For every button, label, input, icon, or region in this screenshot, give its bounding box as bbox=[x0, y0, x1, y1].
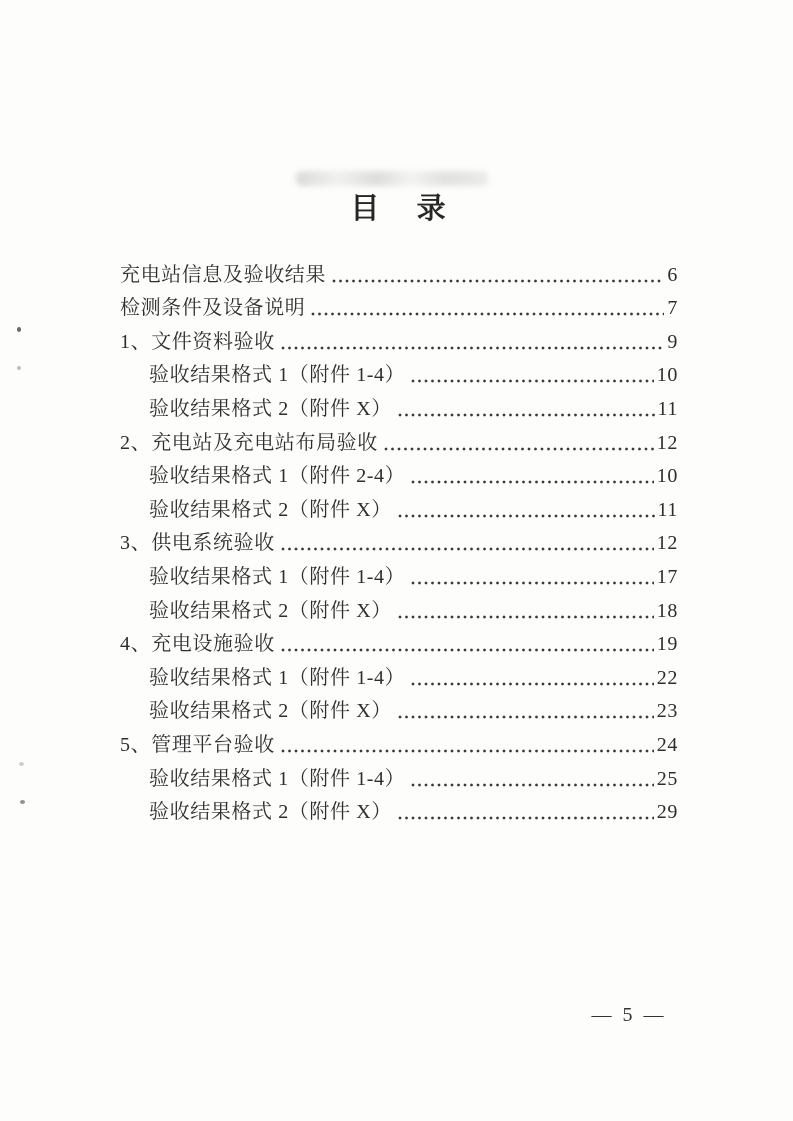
dot-leader bbox=[411, 783, 654, 787]
toc-list bbox=[120, 256, 678, 827]
page-number-footer: — 5 — bbox=[591, 1004, 667, 1026]
scan-speck bbox=[17, 366, 21, 370]
toc-entry-page: 10 bbox=[656, 364, 678, 387]
toc-entry-label: 4、充电设施验收 bbox=[120, 633, 275, 656]
toc-entry bbox=[120, 794, 678, 828]
toc-entry bbox=[120, 659, 678, 693]
dot-leader bbox=[411, 379, 654, 383]
scan-speck bbox=[20, 800, 25, 804]
toc-entry-page: 18 bbox=[656, 599, 678, 622]
toc-entry-label: 充电站信息及验收结果 bbox=[120, 263, 326, 286]
toc-entry-page: 24 bbox=[656, 733, 678, 756]
toc-entry bbox=[120, 491, 678, 525]
toc-entry bbox=[120, 760, 678, 794]
toc-entry-label: 验收结果格式 2（附件 X） bbox=[149, 498, 392, 521]
toc-entry-page: 10 bbox=[656, 465, 678, 488]
dot-leader bbox=[281, 346, 665, 350]
dot-leader bbox=[384, 447, 654, 451]
toc-entry bbox=[120, 424, 678, 458]
toc-entry bbox=[120, 592, 678, 626]
toc-entry-page: 17 bbox=[656, 565, 678, 588]
toc-entry-page: 25 bbox=[656, 767, 678, 790]
toc-entry-label: 2、充电站及充电站布局验收 bbox=[120, 431, 378, 454]
dot-leader bbox=[411, 682, 654, 686]
toc-entry-label: 验收结果格式 1（附件 2-4） bbox=[149, 465, 406, 488]
dot-leader bbox=[281, 749, 654, 753]
toc-entry-page: 7 bbox=[667, 297, 678, 320]
toc-entry-label: 5、管理平台验收 bbox=[120, 733, 275, 756]
toc-entry-label: 验收结果格式 1（附件 1-4） bbox=[149, 767, 406, 790]
toc-entry-page: 12 bbox=[656, 532, 678, 555]
dot-leader bbox=[398, 413, 655, 417]
toc-entry-page: 12 bbox=[656, 431, 678, 454]
toc-entry-page: 11 bbox=[657, 498, 678, 521]
toc-entry-label: 验收结果格式 1（附件 1-4） bbox=[149, 565, 406, 588]
toc-entry bbox=[120, 458, 678, 492]
toc-entry-label: 验收结果格式 1（附件 1-4） bbox=[149, 666, 406, 689]
toc-entry-page: 9 bbox=[667, 330, 678, 353]
dot-leader bbox=[332, 279, 664, 283]
dot-leader bbox=[311, 312, 664, 316]
toc-entry-label: 验收结果格式 2（附件 X） bbox=[149, 801, 392, 824]
toc-entry bbox=[120, 256, 678, 290]
dot-leader bbox=[411, 581, 654, 585]
toc-entry-page: 6 bbox=[667, 263, 678, 286]
scan-speck bbox=[17, 327, 21, 332]
page-title: 目 录 bbox=[350, 193, 448, 225]
toc-entry bbox=[120, 525, 678, 559]
toc-entry-page: 22 bbox=[656, 666, 678, 689]
scan-bleedthrough-artifact bbox=[296, 171, 488, 186]
toc-entry bbox=[120, 626, 678, 660]
dot-leader bbox=[398, 514, 655, 518]
dot-leader bbox=[398, 715, 654, 719]
toc-entry bbox=[120, 726, 678, 760]
toc-entry-label: 1、文件资料验收 bbox=[120, 330, 275, 353]
toc-entry-label: 验收结果格式 2（附件 X） bbox=[149, 397, 392, 420]
toc-entry-page: 23 bbox=[656, 700, 678, 723]
toc-entry-label: 验收结果格式 1（附件 1-4） bbox=[149, 364, 406, 387]
toc-entry-page: 19 bbox=[656, 633, 678, 656]
toc-entry-label: 3、供电系统验收 bbox=[120, 532, 275, 555]
dot-leader bbox=[281, 547, 654, 551]
dot-leader bbox=[398, 816, 654, 820]
toc-entry-page: 29 bbox=[656, 801, 678, 824]
toc-entry bbox=[120, 323, 678, 357]
toc-entry bbox=[120, 558, 678, 592]
toc-entry bbox=[120, 390, 678, 424]
toc-entry-label: 验收结果格式 2（附件 X） bbox=[149, 700, 392, 723]
toc-entry-page: 11 bbox=[657, 397, 678, 420]
toc-entry bbox=[120, 357, 678, 391]
dot-leader bbox=[281, 648, 654, 652]
dot-leader bbox=[398, 615, 654, 619]
toc-entry-label: 检测条件及设备说明 bbox=[120, 297, 306, 320]
toc-entry bbox=[120, 693, 678, 727]
scan-speck bbox=[19, 762, 24, 766]
toc-entry-label: 验收结果格式 2（附件 X） bbox=[149, 599, 392, 622]
toc-entry bbox=[120, 290, 678, 324]
dot-leader bbox=[411, 480, 654, 484]
